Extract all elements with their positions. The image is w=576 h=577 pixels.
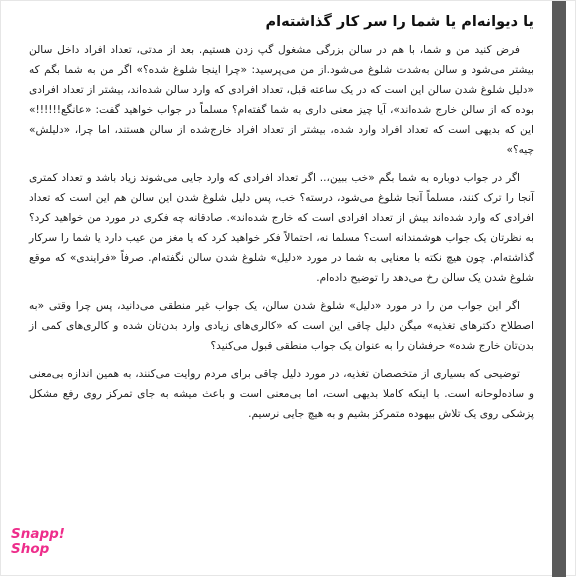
page-edge-rule bbox=[552, 1, 566, 577]
paragraph-2: اگر در جواب دوباره به شما بگم «خب ببین،.. اگر تعداد افرادی که وارد جایی می‌شوند زیاد باشد و تعداد کمتری آنجا را ترک کنند، مسلماً آنجا شلوغ می‌شود، درسته؟ خب، پس دلیل شلوغ شدن این سالن هم این است که تعداد افرادی که وارد شده‌اند بیش از تعداد افرادی است که خارج شده‌اند». صادقانه چه فکری در مورد من خواهید کرد؟ به نظرتان یک جواب هوشمندانه است؟ مسلما نه، احتمالاً فکر خواهید کرد که یا مغز من عیب دارد یا شما را سرکار گذاشته‌ام. چون هیچ نکته با معنایی به شما در مورد «دلیل» شلوغ شدن سالن نگفته‌ام. صرفاً «فرایندی» که موقع شلوغ شدن یک سالن رخ می‌دهد را توضیح داده‌ام. bbox=[29, 172, 534, 284]
paragraph-3: اگر این جواب من را در مورد «دلیل» شلوغ شدن سالن، یک جواب غیر منطقی می‌دانید، پس چرا وقتی «به اصطلاح دکترهای تغذیه» میگن دلیل چاقی این است که «کالری‌های زیادی وارد بدن‌تان شده و کالری‌های کمی از بدن‌تان خارج شده» حرفشان را به عنوان یک جواب منطقی قبول می‌کنید؟ bbox=[29, 300, 534, 352]
logo-line-2: Shop bbox=[11, 541, 50, 557]
article-title: یا دیوانه‌ام یا شما را سر کار گذاشته‌ام bbox=[265, 14, 534, 30]
paragraph-1: فرض کنید من و شما، با هم در سالن بزرگی مشغول گپ زدن هستیم. بعد از مدتی، تعداد افراد داخل سالن بیشتر می‌شود و سالن به‌شدت شلوغ می‌شود.از من می‌پرسید: «چرا اینجا شلوغ شده؟» اگر من به شما بگم که «دلیل شلوغ شدن سالن این است که در یک ساعته قبل، تعداد افرادی که وارد سالن شده‌اند، بیشتر از تعداد افرادی بوده که از سالن خارج شده‌اند»، آیا چیز معنی داری به شما گفته‌ام؟ مسلماً در جواب خواهید گفت: «عانگع!!!!!!» این که بدیهی است که تعداد افراد وارد شده، بیشتر از تعداد افراد خارج‌شده از سالن هستند، اما چرا، «دلیلش» چیه؟» bbox=[29, 44, 534, 156]
paragraph-4: توضیحی که بسیاری از متخصصان تغذیه، در مورد دلیل چاقی برای مردم روایت می‌کنند، به همین اندازه بی‌معنی و ساده‌لوحانه است. با اینکه کاملا بدیهی است، اما بی‌معنی است و باعث میشه به جای تمرکز روی رفع مشکل پزشکی روی یک تلاش بیهوده متمرکز بشیم و به هیچ جایی نرسیم. bbox=[29, 368, 534, 420]
snappshop-logo bbox=[11, 527, 65, 557]
article-body bbox=[29, 11, 534, 432]
logo-line-1: Snapp! bbox=[11, 526, 65, 542]
